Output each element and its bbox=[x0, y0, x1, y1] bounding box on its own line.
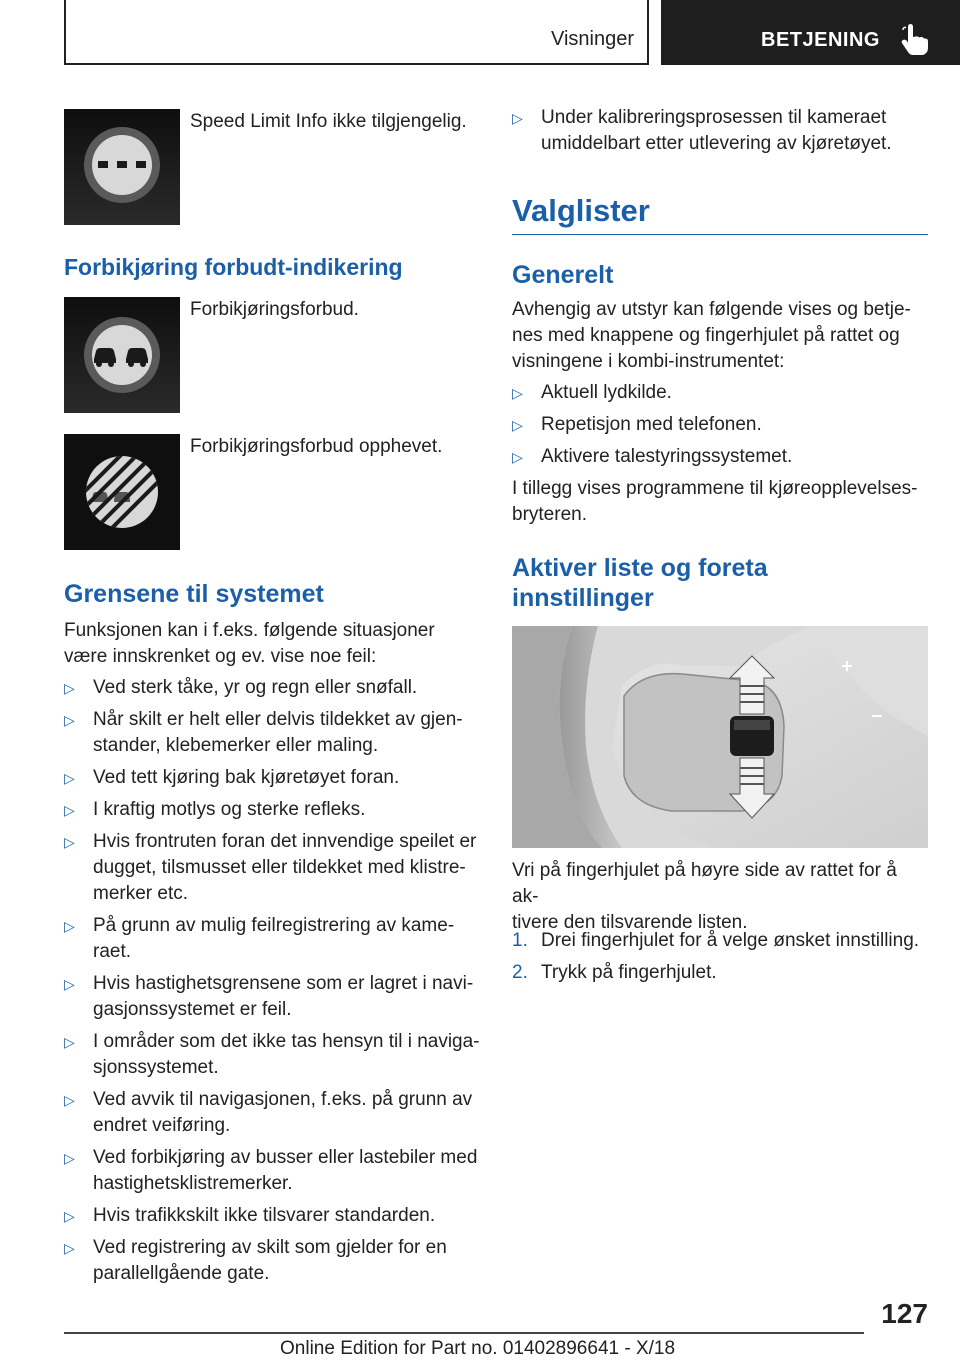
limits-list bbox=[64, 675, 482, 1293]
list-item: ▷ Ved tett kjøring bak kjøretøyet foran. bbox=[64, 765, 482, 791]
footer-edition: Online Edition for Part no. 01402896641 - X/18 bbox=[280, 1338, 676, 1359]
triangle-bullet-icon: ▷ bbox=[64, 1208, 75, 1224]
triangle-bullet-icon: ▷ bbox=[64, 1092, 75, 1108]
triangle-bullet-icon: ▷ bbox=[64, 834, 75, 850]
heading-limits: Grensene til systemet bbox=[64, 580, 324, 608]
triangle-bullet-icon: ▷ bbox=[64, 712, 75, 728]
general-list bbox=[512, 380, 928, 476]
heading-main: Valglister bbox=[512, 193, 650, 228]
triangle-bullet-icon: ▷ bbox=[64, 1150, 75, 1166]
no-overtaking-end-sign-icon bbox=[64, 434, 180, 550]
list-item: ▷ Hvis hastighetsgrensene som er lagret i navi- gasjonssystemet er feil. bbox=[64, 973, 474, 1020]
wheel-text: Vri på fingerhjulet på høyre side av rattet for å ak- tivere den tilsvarende listen. bbox=[512, 860, 897, 933]
triangle-bullet-icon: ▷ bbox=[512, 385, 523, 401]
heading-activate: Aktiver liste og foreta innstillinger bbox=[512, 554, 768, 612]
step-item bbox=[512, 928, 928, 954]
heading-general: Generelt bbox=[512, 261, 614, 289]
list-item: ▷ Aktuell lydkilde. bbox=[512, 380, 928, 406]
header-border-right bbox=[647, 0, 649, 65]
speed-limit-unavailable-sign-icon bbox=[64, 109, 180, 225]
list-item: ▷ Ved avvik til navigasjonen, f.eks. på grunn av endret veiføring. bbox=[64, 1089, 473, 1136]
general-after: I tillegg vises programmene til kjøreopplevelses- bryteren. bbox=[512, 478, 918, 525]
triangle-bullet-icon: ▷ bbox=[64, 770, 75, 786]
chapter-tab bbox=[661, 0, 960, 65]
footer-rule bbox=[64, 1332, 864, 1334]
list-item: ▷ Ved forbikjøring av busser eller lastebiler med hastighetsklistremerker. bbox=[64, 1147, 478, 1194]
triangle-bullet-icon: ▷ bbox=[64, 1034, 75, 1050]
list-item: ▷ Hvis frontruten foran det innvendige speilet er dugget, tilsmusset eller tildekket med klistre- merker etc. bbox=[64, 831, 477, 904]
hand-pointer-icon bbox=[899, 24, 929, 56]
heading-main-block bbox=[512, 193, 928, 235]
sign-caption: Forbikjøringsforbud opphevet. bbox=[190, 436, 443, 457]
list-item: ▷ Repetisjon med telefonen. bbox=[512, 412, 928, 438]
triangle-bullet-icon: ▷ bbox=[512, 417, 523, 433]
list-item: ▷ På grunn av mulig feilregistrering av kame- raet. bbox=[64, 915, 455, 962]
list-item: ▷ I kraftig motlys og sterke refleks. bbox=[64, 797, 482, 823]
list-item: ▷ Under kalibreringsprosessen til kameraet umiddelbart etter utlevering av kjøretøyet. bbox=[512, 107, 892, 154]
step-number: 1. bbox=[512, 930, 528, 951]
step-text: Drei fingerhjulet for å velge ønsket innstilling. bbox=[541, 930, 920, 951]
triangle-bullet-icon: ▷ bbox=[64, 802, 75, 818]
triangle-bullet-icon: ▷ bbox=[64, 918, 75, 934]
heading-overtaking: Forbikjøring forbudt-indikering bbox=[64, 254, 403, 280]
list-item: ▷ Hvis trafikkskilt ikke tilsvarer standarden. bbox=[64, 1203, 482, 1229]
steps-list bbox=[512, 928, 928, 992]
triangle-bullet-icon: ▷ bbox=[64, 680, 75, 696]
chapter-title: BETJENING bbox=[761, 29, 880, 51]
limits-intro-line: være innskrenket og ev. vise noe feil: bbox=[64, 646, 377, 667]
general-text: Avhengig av utstyr kan følgende vises og betje- nes med knappene og fingerhjulet på rattet og visningene i kombi-instrumentet: bbox=[512, 299, 911, 372]
list-item: ▷ Når skilt er helt eller delvis tildekket av gjen- stander, klebemerker eller maling. bbox=[64, 709, 463, 756]
page-number: 127 bbox=[881, 1298, 928, 1329]
steering-wheel-image bbox=[512, 626, 928, 848]
section-title: Visninger bbox=[550, 28, 634, 50]
header-border-left bbox=[64, 0, 66, 64]
no-overtaking-sign-icon bbox=[64, 297, 180, 413]
limits-intro bbox=[64, 618, 482, 670]
triangle-bullet-icon: ▷ bbox=[64, 976, 75, 992]
triangle-bullet-icon: ▷ bbox=[64, 1240, 75, 1256]
triangle-bullet-icon: ▷ bbox=[512, 449, 523, 465]
sign-caption: Forbikjøringsforbud. bbox=[190, 299, 359, 320]
step-number: 2. bbox=[512, 962, 528, 983]
list-item: ▷ Ved sterk tåke, yr og regn eller snøfall. bbox=[64, 675, 482, 701]
header-border-bottom bbox=[64, 63, 648, 65]
list-item: ▷ Aktivere talestyringssystemet. bbox=[512, 444, 928, 470]
sign-caption: Speed Limit Info ikke tilgjengelig. bbox=[190, 111, 467, 132]
limits-intro-line: Funksjonen kan i f.eks. følgende situasjoner bbox=[64, 620, 435, 641]
list-item: ▷ Ved registrering av skilt som gjelder for en parallellgående gate. bbox=[64, 1237, 447, 1284]
step-item bbox=[512, 960, 928, 986]
calibration-list bbox=[512, 105, 928, 163]
triangle-bullet-icon: ▷ bbox=[512, 110, 523, 126]
list-item: ▷ I områder som det ikke tas hensyn til i naviga- sjonssystemet. bbox=[64, 1031, 480, 1078]
step-text: Trykk på fingerhjulet. bbox=[541, 962, 717, 983]
